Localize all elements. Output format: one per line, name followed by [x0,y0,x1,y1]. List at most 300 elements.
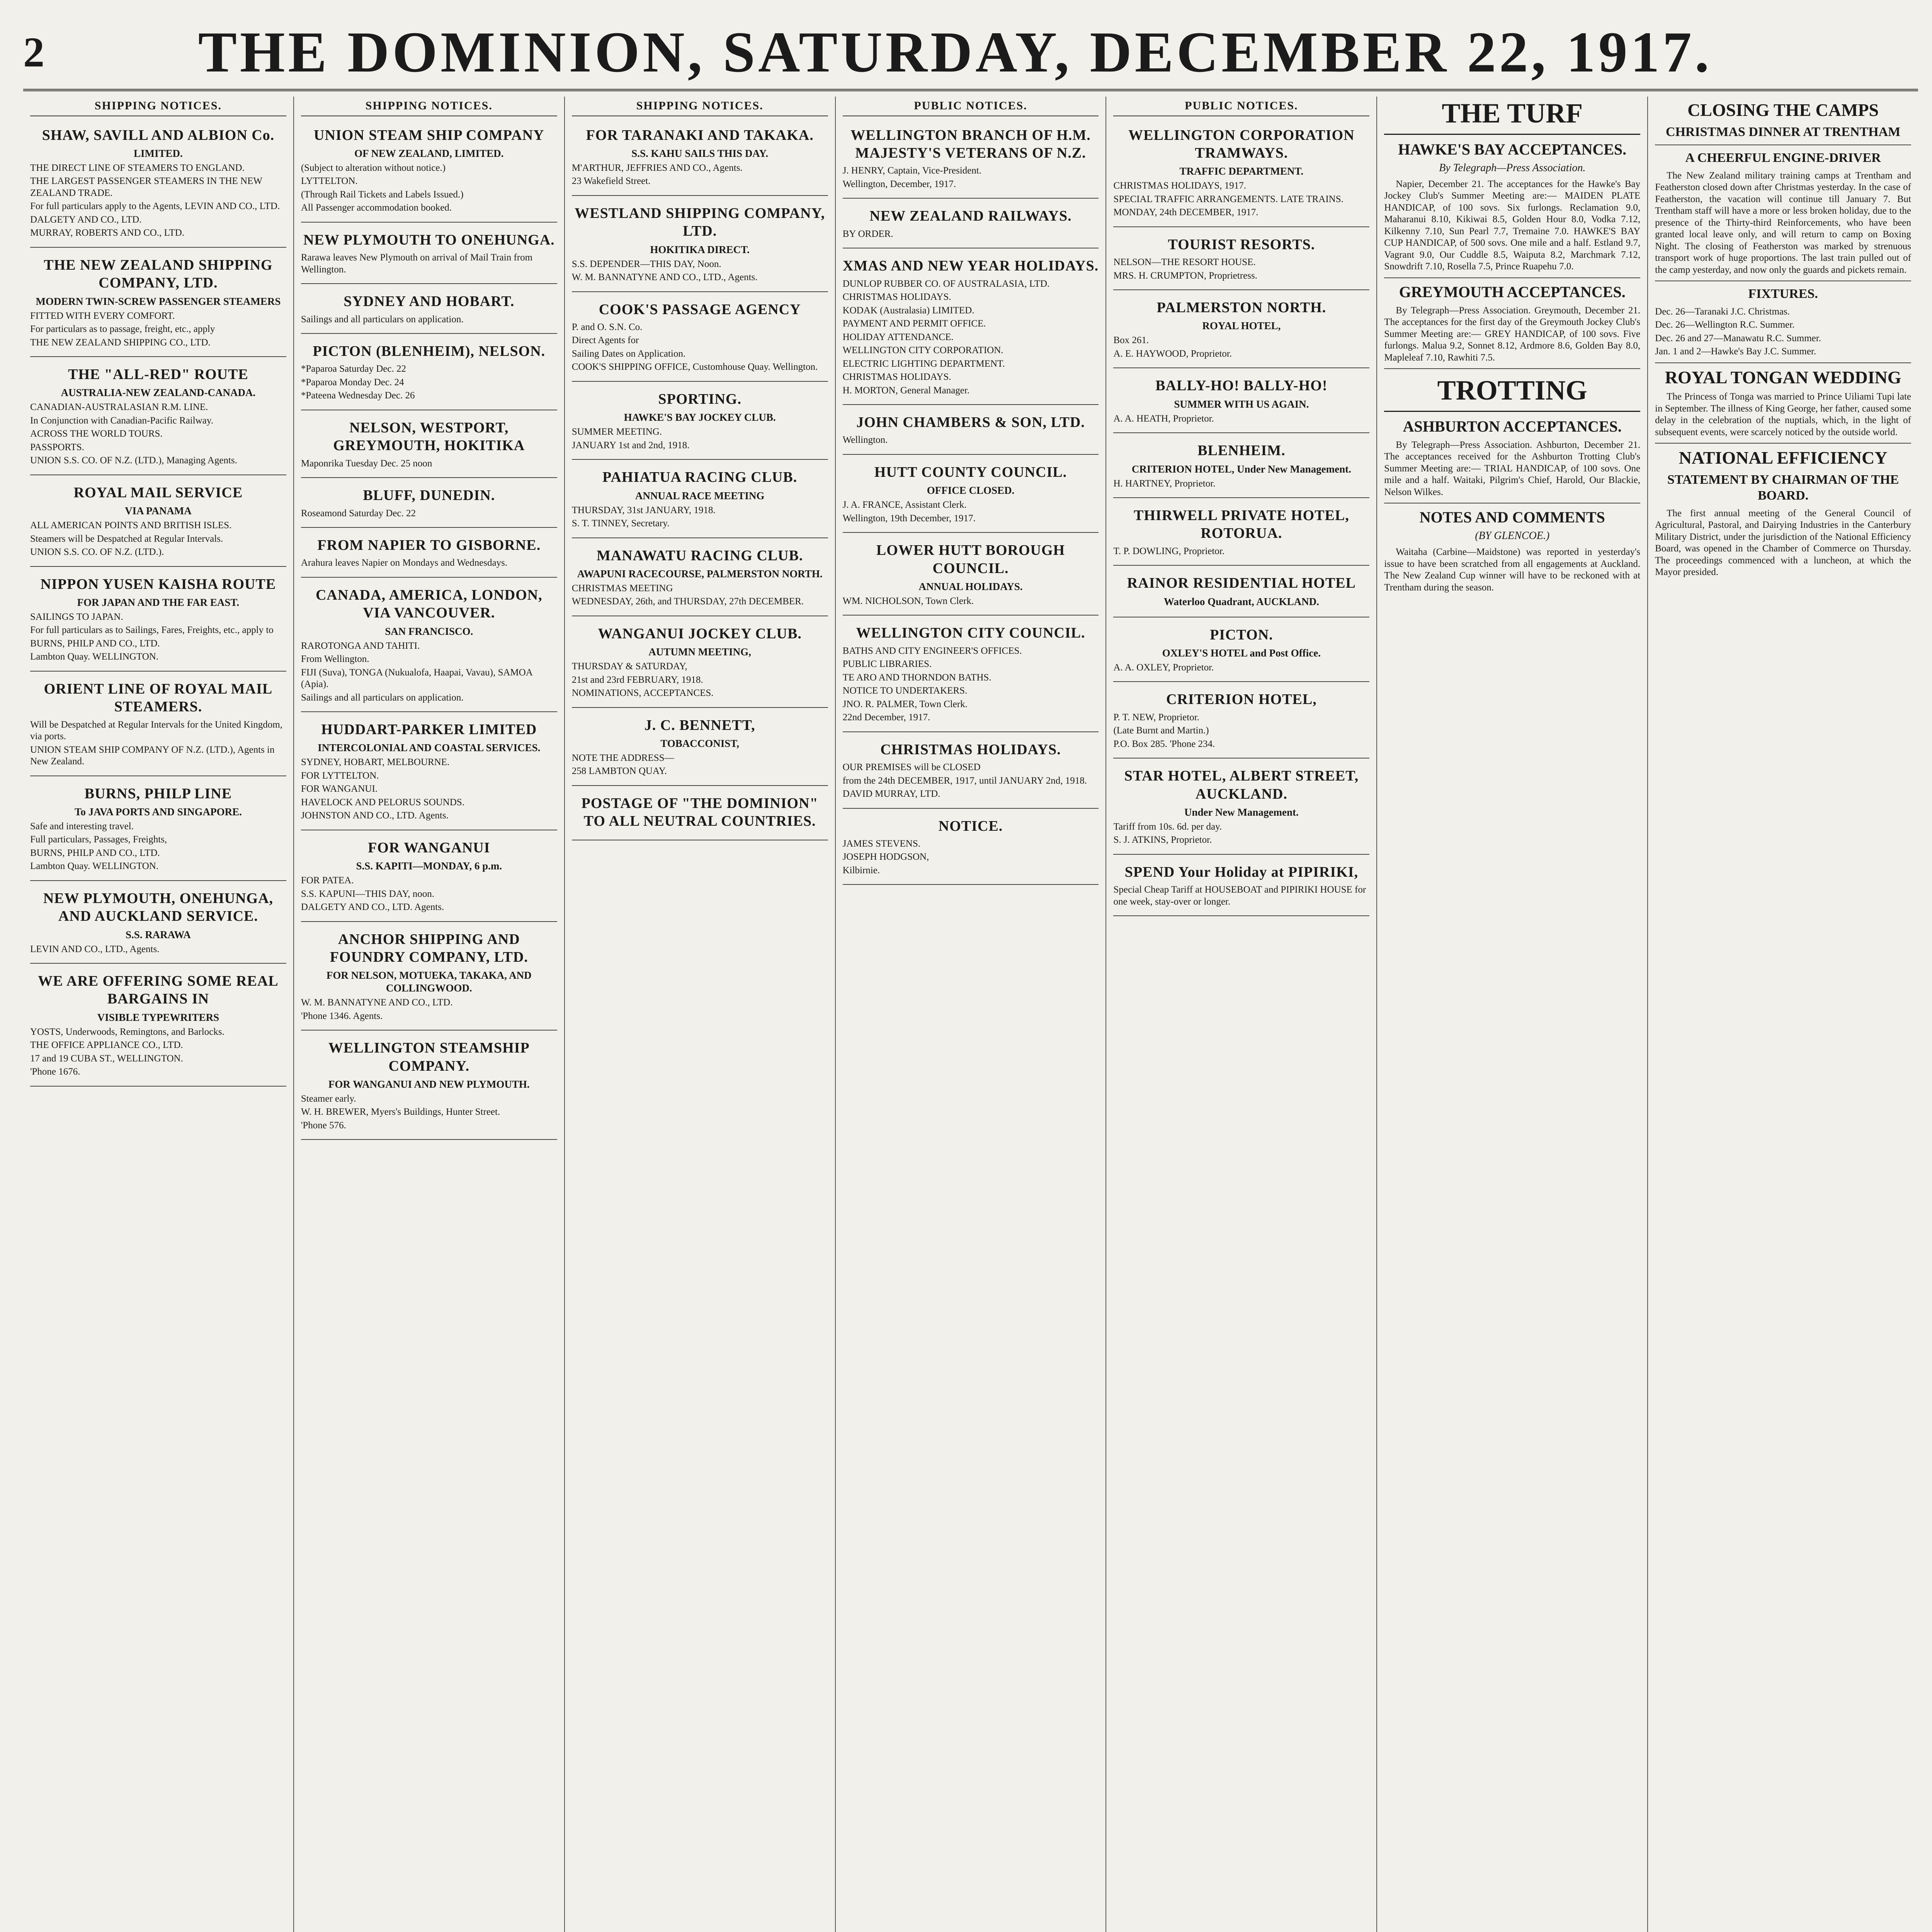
ad-title: UNION STEAM SHIP COMPANY [314,127,544,143]
ad-line: HAVELOCK AND PELORUS SOUNDS. [301,797,465,808]
ad-line: PUBLIC LIBRARIES. [842,659,932,670]
ad-line: A. E. HAYWOOD, Proprietor. [1113,348,1232,359]
ad-title: JOHN CHAMBERS & SON, LTD. [856,414,1085,431]
ad-title: WANGANUI JOCKEY CLUB. [598,625,802,642]
ad-subtitle: MODERN TWIN-SCREW PASSENGER STEAMERS [36,295,281,307]
tongan-wedding-body: The Princess of Tonga was married to Prince Uiliami Tupi late in September. The illness of King George, her father, caused some delay in the celebration of the nuptials, which, in the light of subsequent events, were scarcely noticed by the outside world. [1655,391,1912,437]
ad-subtitle: VIA PANAMA [125,505,192,517]
ad-line: MRS. H. CRUMPTON, Proprietress. [1113,270,1257,281]
ad-title: WELLINGTON CORPORATION TRAMWAYS. [1128,127,1355,161]
advertisement [30,362,286,475]
camps-body: The New Zealand military training camps at Trentham and Featherston closed down after Christmas yesterday. In the case of Featherston, the vacation will continue till January 7. But Trentham staff will have a more or less broken holiday, due to the presence of the Thirty-third Reinforcements, who have been granted local leave only, and will return to camp on Boxing Night. The closing of Featherston was marked by strenuous transport work of huge proportions. The last train pulled out of the camp yesterday, and now only the guards and pickets remain. [1655,170,1912,275]
advertisement [301,338,557,410]
ad-line: from the 24th DECEMBER, 1917, until JANUARY 2nd, 1918. [842,775,1087,786]
ad-line: S. T. TINNEY, Secretary. [571,518,670,529]
ad-line: 21st and 23rd FEBRUARY, 1918. [571,674,703,685]
ad-title: ANCHOR SHIPPING AND FOUNDRY COMPANY, LTD. [330,931,528,966]
ad-subtitle: S.S. RARAWA [126,929,191,940]
ad-subtitle: S.S. KAHU SAILS THIS DAY. [631,147,769,159]
ad-subtitle: INTERCOLONIAL AND COASTAL SERVICES. [318,742,541,754]
ad-line: For particulars as to passage, freight, etc., apply [30,324,215,335]
advertisement [1113,438,1369,498]
ad-subtitle: HAWKE'S BAY JOCKEY CLUB. [624,412,776,423]
page-number: 2 [23,28,44,76]
ad-line: THE NEW ZEALAND SHIPPING CO., LTD. [30,337,211,348]
fixtures-heading: FIXTURES. [1748,287,1818,301]
advertisement [1113,373,1369,433]
ad-list [572,122,828,840]
ad-line: S. J. ATKINS, Proprietor. [1113,835,1212,845]
advertisement [30,781,286,881]
ad-line: CANADIAN-AUSTRALASIAN R.M. LINE. [30,402,208,413]
ad-line: CHRISTMAS HOLIDAYS. [842,372,951,383]
ad-list [301,122,557,1140]
ad-title: CANADA, AMERICA, LONDON, VIA VANCOUVER. [315,587,543,621]
advertisement [301,227,557,284]
ad-line: OUR PREMISES will be CLOSED [842,762,981,773]
fixture-item: Dec. 26—Wellington R.C. Summer. [1655,320,1795,330]
ad-subtitle: VISIBLE TYPEWRITERS [97,1011,219,1023]
advertisement [301,289,557,334]
ad-title: XMAS AND NEW YEAR HOLIDAYS. [842,258,1099,274]
advertisement [1113,503,1369,566]
ad-line: Sailings and all particulars on application. [301,692,464,703]
advertisement [843,813,1099,885]
ad-title: BLENHEIM. [1197,442,1286,459]
ad-line: For full particulars as to Sailings, Fares, Freights, etc., apply to [30,625,274,636]
ad-line: *Pateena Wednesday Dec. 26 [301,390,415,401]
ad-line: In Conjunction with Canadian-Pacific Railway. [30,415,213,426]
advertisement [30,252,286,357]
ad-title: THE NEW ZEALAND SHIPPING COMPANY, LTD. [44,257,273,291]
ad-line: DALGETY AND CO., LTD. [30,214,142,225]
ad-title: SPORTING. [658,391,742,407]
ad-line: Full particulars, Passages, Freights, [30,834,167,845]
column-head: PUBLIC NOTICES. [843,97,1099,116]
ad-line: Wellington. [842,435,888,446]
ad-line: NELSON—THE RESORT HOUSE. [1113,257,1256,268]
ad-title: BLUFF, DUNEDIN. [363,487,495,504]
ad-line: FOR LYTTELTON. [301,770,379,781]
ad-title: SPEND Your Holiday at PIPIRIKI, [1124,864,1358,880]
ad-line: SUMMER MEETING. [571,427,662,437]
divider [1655,362,1911,363]
ad-line: DAVID MURRAY, LTD. [842,789,940,799]
ad-line: WELLINGTON CITY CORPORATION. [842,345,1003,356]
advertisement [843,410,1099,455]
notes-body: Waitaha (Carbine—Maidstone) was reported in yesterday's issue to have been scratched from all engagements at Auckland. The New Zealand Cup winner will have to be reckoned with at Trentham during the season. [1384,547,1641,593]
ad-line: CHRISTMAS HOLIDAYS. [842,292,951,303]
ad-title: NIPPON YUSEN KAISHA ROUTE [40,576,276,592]
ad-line: FOR PATEA. [301,875,354,886]
ad-line: 23 Wakefield Street. [571,176,651,187]
advertisement [572,201,828,292]
advertisement [572,621,828,708]
ad-line: A. A. OXLEY, Proprietor. [1113,662,1214,673]
ad-line: NOTICE TO UNDERTAKERS. [842,685,968,696]
ad-line: P. and O. S.N. Co. [571,321,643,332]
ad-line: TE ARO AND THORNDON BATHS. [842,672,992,683]
advertisement [572,713,828,786]
ashburton-heading: ASHBURTON ACCEPTANCES. [1403,417,1622,435]
ad-line: H. MORTON, General Manager. [842,385,970,396]
ad-line: For full particulars apply to the Agents, LEVIN AND CO., LTD. [30,201,280,212]
advertisement [1113,122,1369,227]
ad-subtitle: ANNUAL HOLIDAYS. [918,580,1023,592]
ad-title: LOWER HUTT BOROUGH COUNCIL. [876,542,1065,577]
ad-title: PICTON. [1210,626,1273,643]
advertisement [301,532,557,578]
ad-title: J. C. BENNETT, [644,717,755,733]
hawkes-bay-byline: By Telegraph—Press Association. [1439,162,1586,174]
ad-subtitle: AWAPUNI RACECOURSE, PALMERSTON NORTH. [577,568,823,580]
column-7-news [1648,97,1918,1932]
ad-title: PICTON (BLENHEIM), NELSON. [313,343,546,360]
ad-title: STAR HOTEL, ALBERT STREET, AUCKLAND. [1124,768,1359,802]
ad-title: PAHIATUA RACING CLUB. [602,469,798,486]
ad-title: NELSON, WESTPORT, GREYMOUTH, HOKITIKA [333,419,525,454]
ad-line: Roseamond Saturday Dec. 22 [301,508,416,519]
ad-line: UNION S.S. CO. OF N.Z. (LTD.), Managing Agents. [30,455,237,466]
ad-line: COOK'S SHIPPING OFFICE, Customhouse Quay. Wellington. [571,362,818,372]
ad-line: HOLIDAY ATTENDANCE. [842,332,954,342]
advertisement [301,483,557,528]
ad-line: JOHNSTON AND CO., LTD. Agents. [301,810,449,821]
hawkes-bay-heading: HAWKE'S BAY ACCEPTANCES. [1398,140,1627,158]
fixtures-list [1655,306,1911,358]
ad-subtitle: FOR NELSON, MOTUEKA, TAKAKA, AND COLLINGWOOD. [326,969,532,994]
ad-line: WM. NICHOLSON, Town Clerk. [842,595,974,606]
ad-line: SYDNEY, HOBART, MELBOURNE. [301,757,450,768]
masthead [23,15,1918,91]
camps-headline: CLOSING THE CAMPS [1687,100,1879,120]
ad-line: Wellington, December, 1917. [842,179,956,189]
ad-title: WESTLAND SHIPPING COMPANY, LTD. [575,205,825,240]
column-6-turf [1377,97,1648,1932]
ad-subtitle: To JAVA PORTS AND SINGAPORE. [74,806,242,818]
ad-subtitle: Waterloo Quadrant, AUCKLAND. [1163,595,1319,607]
advertisement [572,464,828,538]
ad-line: BATHS AND CITY ENGINEER'S OFFICES. [842,645,1022,656]
column-3 [565,97,836,1932]
ad-title: PALMERSTON NORTH. [1156,299,1327,316]
ad-line: PASSPORTS. [30,442,85,452]
greymouth-body: By Telegraph—Press Association. Greymouth, December 21. The acceptances for the first day of the Greymouth Jockey Club's Summer Meeting are:— GREY HANDICAP, of 100 sovs. Five furlongs. Malua 9.2, Sonnet 8.12, Ardmore 8.6, Golden Bay 8.0, Mapleleaf 7.10, Rawhiti 7.5. [1384,305,1641,363]
ad-subtitle: FOR WANGANUI AND NEW PLYMOUTH. [328,1078,530,1090]
ad-subtitle: OFFICE CLOSED. [927,485,1015,497]
columns [23,97,1918,1932]
ad-line: Sailings and all particulars on application. [301,314,464,325]
ad-line: UNION STEAM SHIP COMPANY OF N.Z. (LTD.), Agents in New Zealand. [30,744,275,767]
ad-title: WELLINGTON CITY COUNCIL. [856,625,1085,641]
ad-line: RAROTONGA AND TAHITI. [301,640,420,651]
ad-line: J. A. FRANCE, Assistant Clerk. [842,500,967,510]
ad-title: BURNS, PHILP LINE [84,785,232,802]
ad-line: FOR WANGANUI. [301,784,378,794]
ad-line: A. A. HEATH, Proprietor. [1113,413,1214,424]
divider [1655,443,1911,444]
ad-line: 17 and 19 CUBA ST., WELLINGTON. [30,1053,183,1064]
ad-line: W. M. BANNATYNE AND CO., LTD., Agents. [571,272,758,283]
ad-title: NEW PLYMOUTH TO ONEHUNGA. [303,231,555,248]
ad-line: JANUARY 1st and 2nd, 1918. [571,440,690,451]
ad-line: MURRAY, ROBERTS AND CO., LTD. [30,228,185,238]
ad-line: All Passenger accommodation booked. [301,202,452,213]
ad-title: CHRISTMAS HOLIDAYS. [880,741,1061,758]
ad-line: Will be Despatched at Regular Intervals for the United Kingdom, via ports. [30,719,282,742]
advertisement [572,791,828,840]
ad-line: Maponrika Tuesday Dec. 25 noon [301,458,432,469]
ad-line: Steamer early. [301,1093,356,1104]
ad-title: COOK'S PASSAGE AGENCY [599,301,801,318]
advertisement [301,927,557,1031]
advertisement [301,1035,557,1140]
ad-line: Kilbirnie. [842,865,880,876]
ad-line: CHRISTMAS HOLIDAYS, 1917. [1113,180,1247,191]
ad-line: 258 LAMBTON QUAY. [571,766,667,777]
ad-line: (Late Burnt and Martin.) [1113,725,1209,736]
newspaper-title: THE DOMINION, SATURDAY, DECEMBER 22, 1917. [198,20,1713,84]
advertisement [843,459,1099,533]
greymouth-heading: GREYMOUTH ACCEPTANCES. [1399,283,1626,301]
ad-line: *Paparoa Saturday Dec. 22 [301,364,406,374]
advertisement [301,122,557,223]
ad-title: HUTT COUNTY COUNCIL. [874,464,1067,480]
ad-line: 'Phone 576. [301,1120,346,1131]
ad-line: UNION S.S. CO. OF N.Z. (LTD.). [30,547,164,558]
ashburton-body: By Telegraph—Press Association. Ashburton, December 21. The acceptances received for the Ashburton Trotting Club's Summer Meeting are:— TRIAL HANDICAP, of 100 sovs. One mile and a half. Waitaki, Pilgrim's Chief, Harold, Our Blackie, Nelson Wilkes. [1384,439,1641,497]
ad-subtitle: S.S. KAPITI—MONDAY, 6 p.m. [356,860,502,872]
ad-line: THURSDAY & SATURDAY, [571,661,687,672]
ad-title: MANAWATU RACING CLUB. [596,547,803,564]
advertisement [843,620,1099,732]
ad-line: W. H. BREWER, Myers's Buildings, Hunter Street. [301,1107,500,1117]
turf-title: THE TURF [1384,97,1640,135]
advertisement [1113,232,1369,290]
fixture-item: Dec. 26 and 27—Manawatu R.C. Summer. [1655,333,1821,344]
ad-subtitle: HOKITIKA DIRECT. [650,243,750,255]
advertisement [843,122,1099,199]
ad-line: ACROSS THE WORLD TOURS. [30,429,163,439]
column-1 [23,97,294,1932]
advertisement [30,968,286,1087]
ad-line: THURSDAY, 31st JANUARY, 1918. [571,505,716,515]
advertisement [1113,622,1369,682]
ad-subtitle: OF NEW ZEALAND, LIMITED. [354,147,504,159]
tongan-wedding-headline: ROYAL TONGAN WEDDING [1665,367,1901,387]
ad-subtitle: AUTUMN MEETING, [648,646,751,658]
ad-line: FITTED WITH EVERY COMFORT. [30,310,175,321]
ad-line: P. T. NEW, Proprietor. [1113,712,1199,723]
ad-title: RAINOR RESIDENTIAL HOTEL [1127,575,1356,592]
ad-line: Tariff from 10s. 6d. per day. [1113,821,1222,832]
column-head: SHIPPING NOTICES. [30,97,286,116]
ad-title: FOR WANGANUI [368,839,490,856]
ad-line: NOTE THE ADDRESS— [571,752,674,763]
fixture-item: Dec. 26—Taranaki J.C. Christmas. [1655,306,1790,317]
advertisement [572,122,828,196]
ad-subtitle: TRAFFIC DEPARTMENT. [1179,165,1304,177]
efficiency-subhead: STATEMENT BY CHAIRMAN OF THE BOARD. [1667,472,1899,503]
ad-line: FIJI (Suva), TONGA (Nukualofa, Haapai, Vavau), SAMOA (Apia). [301,667,532,690]
ad-line: PAYMENT AND PERMIT OFFICE. [842,318,986,329]
ad-line: DALGETY AND CO., LTD. Agents. [301,902,444,913]
advertisement [843,537,1099,616]
ad-title: NEW PLYMOUTH, ONEHUNGA, AND AUCKLAND SERVICE. [43,890,274,925]
advertisement [572,386,828,460]
ad-title: THE "ALL-RED" ROUTE [68,366,248,383]
ad-line: 'Phone 1676. [30,1066,80,1077]
ad-subtitle: FOR JAPAN AND THE FAR EAST. [77,597,240,608]
efficiency-headline: NATIONAL EFFICIENCY [1679,448,1888,468]
ad-subtitle: SAN FRANCISCO. [385,625,473,637]
ad-title: BALLY-HO! BALLY-HO! [1155,378,1328,394]
ad-line: S.S. DEPENDER—THIS DAY, Noon. [571,259,721,269]
divider [1384,368,1640,369]
ad-line: 22nd December, 1917. [842,712,930,723]
engine-driver-headline: A CHEERFUL ENGINE-DRIVER [1685,151,1881,165]
advertisement [843,737,1099,809]
efficiency-body: The first annual meeting of the General Council of Agricultural, Pastoral, and Dairying Industries in the Canterbury Military District, under the jurisdiction of the National Efficiency Board, was opened in the Chamber of Commerce on Thursday. The proceedings commenced with a luncheon, at which the Mayor presided. [1655,508,1912,578]
advertisement [301,835,557,922]
ad-line: KODAK (Australasia) LIMITED. [842,305,975,316]
ad-title: NEW ZEALAND RAILWAYS. [869,208,1072,224]
ad-line: JOSEPH HODGSON, [842,852,929,862]
ad-line: SPECIAL TRAFFIC ARRANGEMENTS. LATE TRAINS. [1113,194,1344,204]
ad-line: (Subject to alteration without notice.) [301,162,446,173]
ad-subtitle: OXLEY'S HOTEL and Post Office. [1162,647,1321,659]
notes-heading: NOTES AND COMMENTS [1419,509,1605,526]
advertisement [843,203,1099,248]
camps-subhead: CHRISTMAS DINNER AT TRENTHAM [1665,124,1901,139]
ad-subtitle: ROYAL HOTEL, [1202,320,1281,332]
ad-list [843,122,1099,885]
advertisement [843,253,1099,405]
ad-line: LYTTELTON. [301,176,358,187]
ad-title: TOURIST RESORTS. [1168,236,1315,253]
advertisement [301,717,557,830]
ad-list [1113,122,1369,917]
hawkes-bay-body: Napier, December 21. The acceptances for the Hawke's Bay Jockey Club's Summer Meeting are:— MAIDEN PLATE HANDICAP, of 100 sovs. Six furlongs. Reclamation 9.0, Maharanui 8.10, Kikiwai 8.5, Golden Hour 8.0, Vodka 7.12, Kilkenny 7.10, Sun Pearl 7.7, Tremaine 7.0. HAWKE'S BAY CUP HANDICAP, of 500 sovs. One mile and a half. Estland 9.7, Vagrant 9.0, Our Cuddle 8.5, Waiputa 8.2, Marchmark 7.12, Snowdrift 7.10, Rosella 7.5, Prince Ruapehu 7.0. [1384,179,1641,272]
ad-line: H. HARTNEY, Proprietor. [1113,478,1216,489]
fixture-item: Jan. 1 and 2—Hawke's Bay J.C. Summer. [1655,346,1816,357]
ad-title: ORIENT LINE OF ROYAL MAIL STEAMERS. [44,680,273,715]
notes-byline: (BY GLENCOE.) [1475,530,1550,542]
ad-line: JNO. R. PALMER, Town Clerk. [842,699,968,709]
ad-subtitle: LIMITED. [134,147,183,159]
divider [1384,277,1640,278]
column-head: SHIPPING NOTICES. [301,97,557,116]
ad-line: Rarawa leaves New Plymouth on arrival of Mail Train from Wellington. [301,252,533,275]
advertisement [30,886,286,964]
ad-title: THIRWELL PRIVATE HOTEL, ROTORUA. [1134,507,1349,542]
ad-line: Steamers will be Despatched at Regular Intervals. [30,533,223,544]
advertisement [572,543,828,616]
ad-line: Sailing Dates on Application. [571,348,686,359]
ad-subtitle: SUMMER WITH US AGAIN. [1174,398,1309,410]
ad-title: CRITERION HOTEL, [1166,691,1317,708]
ad-line: ALL AMERICAN POINTS AND BRITISH ISLES. [30,520,232,531]
ad-line: SAILINGS TO JAPAN. [30,611,123,622]
ad-title: SYDNEY AND HOBART. [344,293,515,310]
ad-title: NOTICE. [938,818,1003,834]
ad-title: SHAW, SAVILL AND ALBION Co. [42,127,275,143]
ad-line: Lambton Quay. WELLINGTON. [30,651,159,662]
ad-line: BURNS, PHILP AND CO., LTD. [30,847,160,858]
ad-line: BURNS, PHILP AND CO., LTD. [30,638,160,649]
advertisement [572,297,828,382]
ad-line: P.O. Box 285. 'Phone 234. [1113,738,1215,749]
ad-title: ROYAL MAIL SERVICE [73,484,243,501]
trotting-title: TROTTING [1384,374,1640,412]
column-2 [294,97,565,1932]
advertisement [30,480,286,567]
column-head: SHIPPING NOTICES. [572,97,828,116]
advertisement [1113,763,1369,855]
ad-line: MONDAY, 24th DECEMBER, 1917. [1113,207,1259,218]
ad-line: THE LARGEST PASSENGER STEAMERS IN THE NEW ZEALAND TRADE. [30,176,262,198]
advertisement [1113,570,1369,617]
ad-line: (Through Rail Tickets and Labels Issued.) [301,189,464,200]
ad-line: Wellington, 19th December, 1917. [842,513,976,524]
ad-subtitle: Under New Management. [1184,806,1299,818]
ad-line: CHRISTMAS MEETING [571,583,673,594]
ad-line: Direct Agents for [571,335,639,346]
ad-subtitle: TOBACCONIST, [660,737,740,749]
advertisement [30,676,286,776]
ad-line: Safe and interesting travel. [30,821,134,832]
column-5 [1106,97,1377,1932]
ad-title: FOR TARANAKI AND TAKAKA. [586,127,814,143]
advertisement [301,415,557,478]
ad-line: DUNLOP RUBBER CO. OF AUSTRALASIA, LTD. [842,278,1050,289]
column-head: PUBLIC NOTICES. [1113,97,1369,116]
ad-list [30,122,286,1087]
ad-line: BY ORDER. [842,228,893,239]
ad-title: WE ARE OFFERING SOME REAL BARGAINS IN [38,973,279,1007]
ad-subtitle: AUSTRALIA-NEW ZEALAND-CANADA. [61,387,256,399]
ad-line: T. P. DOWLING, Proprietor. [1113,546,1225,556]
ad-line: Special Cheap Tariff at HOUSEBOAT and PIPIRIKI HOUSE for one week, stay-over or longer. [1113,884,1366,907]
advertisement [1113,859,1369,916]
ad-line: Arahura leaves Napier on Mondays and Wednesdays. [301,558,508,568]
ad-line: THE OFFICE APPLIANCE CO., LTD. [30,1040,183,1051]
ad-subtitle: CRITERION HOTEL, Under New Management. [1131,463,1351,475]
ad-line: Lambton Quay. WELLINGTON. [30,861,159,872]
ad-title: WELLINGTON STEAMSHIP COMPANY. [328,1040,530,1074]
ad-title: WELLINGTON BRANCH OF H.M. MAJESTY'S VETERANS OF N.Z. [850,127,1091,161]
advertisement [1113,687,1369,759]
advertisement [1113,295,1369,368]
ad-title: FROM NAPIER TO GISBORNE. [317,537,541,554]
ad-line: ELECTRIC LIGHTING DEPARTMENT. [842,358,1005,369]
ad-line: M'ARTHUR, JEFFRIES AND CO., Agents. [571,162,743,173]
ad-line: THE DIRECT LINE OF STEAMERS TO ENGLAND. [30,162,245,173]
ad-line: W. M. BANNATYNE AND CO., LTD. [301,997,453,1008]
ad-line: *Paparoa Monday Dec. 24 [301,377,404,388]
ad-line: Box 261. [1113,335,1149,346]
ad-line: NOMINATIONS, ACCEPTANCES. [571,688,714,699]
ad-line: From Wellington. [301,654,369,665]
ad-line: J. HENRY, Captain, Vice-President. [842,165,981,176]
ad-line: S.S. KAPUNI—THIS DAY, noon. [301,888,435,899]
ad-line: JAMES STEVENS. [842,838,920,849]
ad-line: 'Phone 1346. Agents. [301,1010,383,1021]
ad-line: WEDNESDAY, 26th, and THURSDAY, 27th DECEMBER. [571,596,804,607]
advertisement [301,582,557,712]
ad-line: YOSTS, Underwoods, Remingtons, and Barlocks. [30,1026,224,1037]
ad-title: HUDDART-PARKER LIMITED [321,721,537,738]
